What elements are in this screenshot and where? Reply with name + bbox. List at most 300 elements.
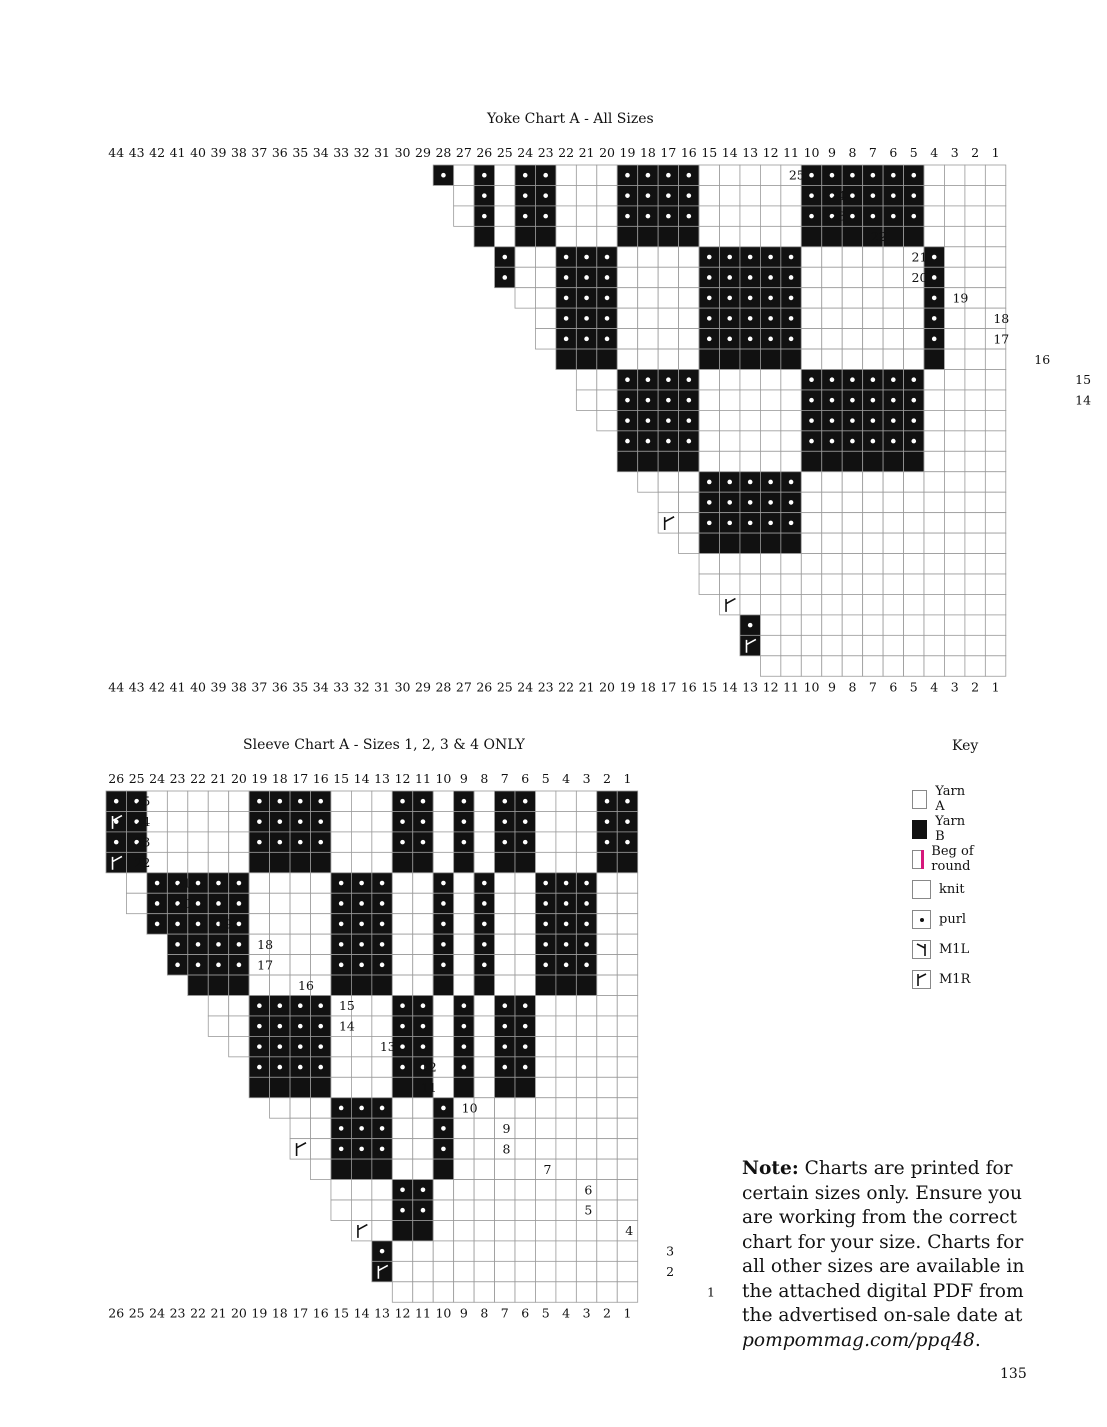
sleeve-purl-dot xyxy=(482,963,487,968)
sleeve-purl-dot xyxy=(257,1065,262,1070)
sleeve-cell xyxy=(208,996,228,1016)
sleeve-round-number: 19 xyxy=(216,916,233,932)
sleeve-purl-dot xyxy=(421,819,426,824)
yoke-purl-dot xyxy=(911,193,916,198)
yoke-cell xyxy=(985,513,1005,533)
sleeve-purl-dot xyxy=(380,1106,385,1111)
yoke-cell xyxy=(699,185,719,205)
yoke-cell xyxy=(597,226,617,246)
sleeve-cell xyxy=(535,975,555,995)
yoke-cell xyxy=(822,247,842,267)
yoke-round-number: 19 xyxy=(952,290,969,306)
sleeve-purl-dot xyxy=(257,1044,262,1049)
sleeve-cell xyxy=(597,1200,617,1220)
yoke-purl-dot xyxy=(646,439,651,444)
yoke-cell xyxy=(944,329,964,349)
sleeve-purl-dot xyxy=(339,922,344,927)
yoke-cell xyxy=(638,247,658,267)
yoke-cell xyxy=(863,329,883,349)
yoke-cell xyxy=(904,349,924,369)
sleeve-cell xyxy=(433,832,453,852)
sleeve-cell xyxy=(556,1036,576,1056)
key-title: Key xyxy=(952,738,979,754)
sleeve-purl-dot xyxy=(543,922,548,927)
sleeve-purl-dot xyxy=(441,901,446,906)
yoke-cell xyxy=(638,472,658,492)
sleeve-stitch-number-top: 20 xyxy=(230,771,247,786)
m1r-icon xyxy=(913,971,930,988)
yoke-cell xyxy=(985,431,1005,451)
yoke-purl-dot xyxy=(768,296,773,301)
sleeve-cell xyxy=(515,934,535,954)
sleeve-cell xyxy=(454,1200,474,1220)
yoke-cell xyxy=(863,594,883,614)
sleeve-round-number: 10 xyxy=(461,1100,478,1116)
yoke-cell xyxy=(965,185,985,205)
yoke-purl-dot xyxy=(911,377,916,382)
yoke-cell xyxy=(658,349,678,369)
key-swatch-bor xyxy=(912,850,923,869)
sleeve-cell xyxy=(454,1261,474,1281)
yoke-cell xyxy=(801,554,821,574)
sleeve-purl-dot xyxy=(584,901,589,906)
sleeve-stitch-number-bottom: 17 xyxy=(292,1305,309,1321)
sleeve-cell xyxy=(311,934,331,954)
sleeve-cell xyxy=(474,811,494,831)
sleeve-cell xyxy=(474,1261,494,1281)
yoke-cell xyxy=(760,390,780,410)
yoke-purl-dot xyxy=(911,173,916,178)
sleeve-purl-dot xyxy=(257,1024,262,1029)
sleeve-cell xyxy=(474,1057,494,1077)
sleeve-cell xyxy=(474,1139,494,1159)
yoke-cell xyxy=(883,594,903,614)
sleeve-purl-dot xyxy=(502,1003,507,1008)
yoke-purl-dot xyxy=(911,398,916,403)
yoke-cell xyxy=(822,554,842,574)
sleeve-cell xyxy=(556,1016,576,1036)
yoke-cell xyxy=(720,410,740,430)
yoke-stitch-number-bottom: 13 xyxy=(742,679,759,695)
sleeve-cell xyxy=(556,1241,576,1261)
yoke-purl-dot xyxy=(768,337,773,342)
yoke-cell xyxy=(699,349,719,369)
sleeve-purl-dot xyxy=(278,1065,283,1070)
yoke-stitch-number-top: 40 xyxy=(190,145,206,160)
sleeve-purl-dot xyxy=(216,881,221,886)
yoke-cell xyxy=(781,226,801,246)
yoke-cell xyxy=(883,288,903,308)
yoke-cell xyxy=(556,206,576,226)
yoke-cell xyxy=(883,247,903,267)
sleeve-purl-dot xyxy=(482,942,487,947)
yoke-stitch-number-bottom: 25 xyxy=(496,679,513,695)
yoke-cell xyxy=(617,267,637,287)
yoke-stitch-number-top: 8 xyxy=(848,145,857,160)
sleeve-cell xyxy=(167,791,187,811)
yoke-purl-dot xyxy=(482,193,487,198)
yoke-purl-dot xyxy=(687,214,692,219)
yoke-cell xyxy=(883,574,903,594)
yoke-cell xyxy=(740,206,760,226)
sleeve-purl-dot xyxy=(114,799,119,804)
yoke-purl-dot xyxy=(646,173,651,178)
sleeve-cell xyxy=(372,996,392,1016)
yoke-stitch-number-bottom: 40 xyxy=(190,679,206,695)
sleeve-purl-dot xyxy=(278,840,283,845)
sleeve-cell xyxy=(413,1220,433,1240)
yoke-stitch-number-bottom: 31 xyxy=(374,679,391,695)
sleeve-cell xyxy=(617,893,637,913)
yoke-purl-dot xyxy=(830,418,835,423)
yoke-purl-dot xyxy=(891,193,896,198)
sleeve-cell xyxy=(372,1200,392,1220)
sleeve-cell xyxy=(208,811,228,831)
sleeve-stitch-number-top: 7 xyxy=(500,771,509,786)
yoke-stitch-number-bottom: 22 xyxy=(558,679,575,695)
sleeve-purl-dot xyxy=(380,1126,385,1131)
sleeve-stitch-number-bottom: 15 xyxy=(333,1305,350,1321)
yoke-purl-dot xyxy=(891,418,896,423)
sleeve-cell xyxy=(597,1139,617,1159)
sleeve-purl-dot xyxy=(421,1024,426,1029)
sleeve-cell xyxy=(556,1180,576,1200)
sleeve-cell xyxy=(474,1282,494,1302)
yoke-purl-dot xyxy=(707,480,712,485)
yoke-cell xyxy=(944,206,964,226)
yoke-cell xyxy=(556,185,576,205)
sleeve-purl-dot xyxy=(298,1003,303,1008)
sleeve-cell xyxy=(535,1220,555,1240)
sleeve-round-number: 17 xyxy=(257,957,274,973)
sleeve-purl-dot xyxy=(400,799,405,804)
yoke-cell xyxy=(801,247,821,267)
sleeve-cell xyxy=(311,955,331,975)
yoke-cell xyxy=(924,533,944,553)
yoke-purl-dot xyxy=(605,316,610,321)
yoke-stitch-number-top: 33 xyxy=(333,145,350,160)
yoke-purl-dot xyxy=(748,337,753,342)
yoke-purl-dot xyxy=(830,377,835,382)
yoke-purl-dot xyxy=(727,480,732,485)
sleeve-cell xyxy=(535,1180,555,1200)
yoke-cell xyxy=(822,349,842,369)
yoke-purl-dot xyxy=(707,255,712,260)
yoke-cell xyxy=(944,615,964,635)
sleeve-cell xyxy=(372,1180,392,1200)
yoke-purl-dot xyxy=(666,398,671,403)
sleeve-round-number: 20 xyxy=(175,895,192,911)
yoke-round-number: 15 xyxy=(1075,372,1092,388)
sleeve-purl-dot xyxy=(482,881,487,886)
sleeve-cell xyxy=(495,1077,515,1097)
sleeve-cell xyxy=(392,1139,412,1159)
yoke-cell xyxy=(699,451,719,471)
yoke-cell xyxy=(454,165,474,185)
sleeve-purl-dot xyxy=(257,799,262,804)
sleeve-cell xyxy=(331,1159,351,1179)
sleeve-stitch-number-top: 25 xyxy=(128,771,145,786)
sleeve-purl-dot xyxy=(543,881,548,886)
sleeve-purl-dot xyxy=(237,901,242,906)
key-item xyxy=(912,968,970,990)
sleeve-cell xyxy=(351,975,371,995)
yoke-cell xyxy=(985,185,1005,205)
yoke-stitch-number-bottom: 12 xyxy=(762,679,779,695)
yoke-purl-dot xyxy=(543,173,548,178)
sleeve-cell xyxy=(617,1118,637,1138)
yoke-cell xyxy=(760,431,780,451)
yoke-cell xyxy=(985,288,1005,308)
yoke-purl-dot xyxy=(768,500,773,505)
yoke-cell xyxy=(822,226,842,246)
yoke-cell xyxy=(965,635,985,655)
sleeve-purl-dot xyxy=(237,963,242,968)
sleeve-cell xyxy=(535,1261,555,1281)
yoke-purl-dot xyxy=(687,173,692,178)
sleeve-purl-dot xyxy=(421,1003,426,1008)
yoke-round-number: 16 xyxy=(1034,351,1051,367)
yoke-purl-dot xyxy=(850,418,855,423)
sleeve-purl-dot xyxy=(380,901,385,906)
sleeve-cell xyxy=(290,955,310,975)
yoke-cell xyxy=(944,533,964,553)
yoke-cell xyxy=(924,492,944,512)
sleeve-purl-dot xyxy=(523,799,528,804)
yoke-stitch-number-bottom: 15 xyxy=(701,679,718,695)
sleeve-cell xyxy=(229,811,249,831)
sleeve-cell xyxy=(495,893,515,913)
sleeve-cell xyxy=(392,1118,412,1138)
sleeve-purl-dot xyxy=(318,819,323,824)
yoke-cell xyxy=(679,472,699,492)
yoke-purl-dot xyxy=(727,255,732,260)
yoke-cell xyxy=(801,635,821,655)
sleeve-cell xyxy=(433,1159,453,1179)
yoke-purl-dot xyxy=(871,214,876,219)
yoke-cell xyxy=(965,410,985,430)
yoke-purl-dot xyxy=(727,316,732,321)
yoke-cell xyxy=(944,390,964,410)
yoke-cell xyxy=(801,226,821,246)
yoke-cell xyxy=(597,410,617,430)
yoke-cell xyxy=(720,533,740,553)
yoke-cell xyxy=(495,206,515,226)
yoke-cell xyxy=(863,635,883,655)
sleeve-cell xyxy=(515,893,535,913)
sleeve-cell xyxy=(311,893,331,913)
sleeve-purl-dot xyxy=(278,1044,283,1049)
yoke-cell xyxy=(944,165,964,185)
yoke-cell xyxy=(965,574,985,594)
yoke-cell xyxy=(638,349,658,369)
yoke-cell xyxy=(679,329,699,349)
yoke-stitch-number-bottom: 18 xyxy=(639,679,656,695)
sleeve-purl-dot xyxy=(543,963,548,968)
sleeve-cell xyxy=(270,1077,290,1097)
sleeve-cell xyxy=(392,914,412,934)
sleeve-cell xyxy=(576,1159,596,1179)
sleeve-stitch-number-top: 21 xyxy=(210,771,227,786)
yoke-cell xyxy=(801,329,821,349)
yoke-stitch-number-top: 20 xyxy=(599,145,615,160)
sleeve-purl-dot xyxy=(298,819,303,824)
sleeve-purl-dot xyxy=(380,1249,385,1254)
yoke-cell xyxy=(617,226,637,246)
key-item xyxy=(912,908,966,930)
sleeve-purl-dot xyxy=(278,1024,283,1029)
sleeve-purl-dot xyxy=(564,901,569,906)
yoke-cell xyxy=(781,656,801,676)
yoke-purl-dot xyxy=(748,521,753,526)
sleeve-purl-dot xyxy=(421,1044,426,1049)
yoke-cell xyxy=(720,349,740,369)
sleeve-cell xyxy=(454,873,474,893)
sleeve-cell xyxy=(515,1180,535,1200)
yoke-cell xyxy=(965,533,985,553)
yoke-stitch-number-top: 18 xyxy=(639,145,656,160)
yoke-cell xyxy=(904,574,924,594)
sleeve-cell xyxy=(249,852,269,872)
yoke-cell xyxy=(679,267,699,287)
yoke-cell xyxy=(944,594,964,614)
sleeve-cell xyxy=(597,975,617,995)
key-swatch-light xyxy=(912,880,931,899)
yoke-cell xyxy=(781,185,801,205)
sleeve-cell xyxy=(454,934,474,954)
sleeve-purl-dot xyxy=(175,922,180,927)
sleeve-cell xyxy=(556,852,576,872)
sleeve-stitch-number-top: 19 xyxy=(251,771,268,786)
yoke-purl-dot xyxy=(605,275,610,280)
sleeve-stitch-number-top: 3 xyxy=(582,771,591,786)
yoke-cell xyxy=(781,615,801,635)
sleeve-purl-dot xyxy=(441,881,446,886)
sleeve-cell xyxy=(433,975,453,995)
yoke-purl-dot xyxy=(748,480,753,485)
sleeve-cell xyxy=(311,914,331,934)
yoke-cell xyxy=(576,390,596,410)
sleeve-cell xyxy=(229,1036,249,1056)
yoke-cell xyxy=(965,451,985,471)
sleeve-purl-dot xyxy=(216,942,221,947)
sleeve-cell xyxy=(556,975,576,995)
sleeve-cell xyxy=(454,1118,474,1138)
sleeve-purl-dot xyxy=(380,1147,385,1152)
sleeve-purl-dot xyxy=(339,1106,344,1111)
sleeve-stitch-number-bottom: 11 xyxy=(415,1305,431,1321)
sleeve-cell xyxy=(413,955,433,975)
yoke-purl-dot xyxy=(543,193,548,198)
yoke-purl-dot xyxy=(584,275,589,280)
sleeve-cell xyxy=(617,996,637,1016)
sleeve-cell xyxy=(556,1261,576,1281)
sleeve-cell xyxy=(331,832,351,852)
yoke-cell xyxy=(863,554,883,574)
yoke-cell xyxy=(679,247,699,267)
sleeve-cell xyxy=(433,996,453,1016)
yoke-cell xyxy=(781,431,801,451)
yoke-stitch-number-top: 10 xyxy=(803,145,820,160)
yoke-cell xyxy=(883,615,903,635)
yoke-stitch-number-bottom: 34 xyxy=(312,679,329,695)
sleeve-purl-dot xyxy=(359,1126,364,1131)
m1l-icon xyxy=(913,941,930,958)
sleeve-cell xyxy=(535,791,555,811)
sleeve-purl-dot xyxy=(196,922,201,927)
sleeve-cell xyxy=(208,975,228,995)
yoke-cell xyxy=(515,226,535,246)
yoke-cell xyxy=(720,226,740,246)
sleeve-cell xyxy=(474,1159,494,1179)
sleeve-cell xyxy=(556,996,576,1016)
yoke-cell xyxy=(720,165,740,185)
sleeve-stitch-number-top: 22 xyxy=(190,771,206,786)
yoke-purl-dot xyxy=(646,418,651,423)
yoke-purl-dot xyxy=(646,398,651,403)
sleeve-cell xyxy=(413,914,433,934)
yoke-purl-dot xyxy=(727,275,732,280)
yoke-cell xyxy=(740,574,760,594)
yoke-cell xyxy=(699,431,719,451)
yoke-purl-dot xyxy=(768,316,773,321)
sleeve-purl-dot xyxy=(625,799,630,804)
sleeve-cell xyxy=(351,1057,371,1077)
yoke-cell xyxy=(760,451,780,471)
yoke-cell xyxy=(740,349,760,369)
yoke-cell xyxy=(740,410,760,430)
yoke-cell xyxy=(904,492,924,512)
yoke-cell xyxy=(822,615,842,635)
yoke-stitch-number-top: 38 xyxy=(230,145,247,160)
yoke-cell xyxy=(597,185,617,205)
sleeve-cell xyxy=(454,1139,474,1159)
sleeve-purl-dot xyxy=(339,881,344,886)
note-link[interactable]: pompommag.com/ppq48 xyxy=(742,1329,975,1351)
yoke-purl-dot xyxy=(564,296,569,301)
yoke-cell xyxy=(904,288,924,308)
yoke-purl-dot xyxy=(605,337,610,342)
sleeve-cell xyxy=(351,852,371,872)
sleeve-stitch-number-bottom: 10 xyxy=(435,1305,452,1321)
sleeve-purl-dot xyxy=(380,963,385,968)
sleeve-purl-dot xyxy=(257,840,262,845)
yoke-cell xyxy=(781,451,801,471)
sleeve-stitch-number-bottom: 24 xyxy=(149,1305,166,1321)
sleeve-cell xyxy=(413,934,433,954)
sleeve-cell xyxy=(515,975,535,995)
yoke-cell xyxy=(822,513,842,533)
yoke-cell xyxy=(985,206,1005,226)
sleeve-purl-dot xyxy=(298,1065,303,1070)
yoke-cell xyxy=(699,554,719,574)
sleeve-cell xyxy=(515,1139,535,1159)
yoke-cell xyxy=(556,349,576,369)
yoke-cell xyxy=(904,533,924,553)
yoke-stitch-number-bottom: 33 xyxy=(333,679,350,695)
yoke-stitch-number-top: 14 xyxy=(721,145,738,160)
sleeve-cell xyxy=(413,975,433,995)
sleeve-cell xyxy=(270,893,290,913)
sleeve-cell xyxy=(556,1118,576,1138)
yoke-cell xyxy=(822,288,842,308)
yoke-cell xyxy=(842,308,862,328)
yoke-stitch-number-bottom: 39 xyxy=(210,679,227,695)
yoke-cell xyxy=(904,472,924,492)
yoke-cell xyxy=(597,390,617,410)
yoke-cell xyxy=(842,492,862,512)
sleeve-chart xyxy=(106,771,715,1320)
